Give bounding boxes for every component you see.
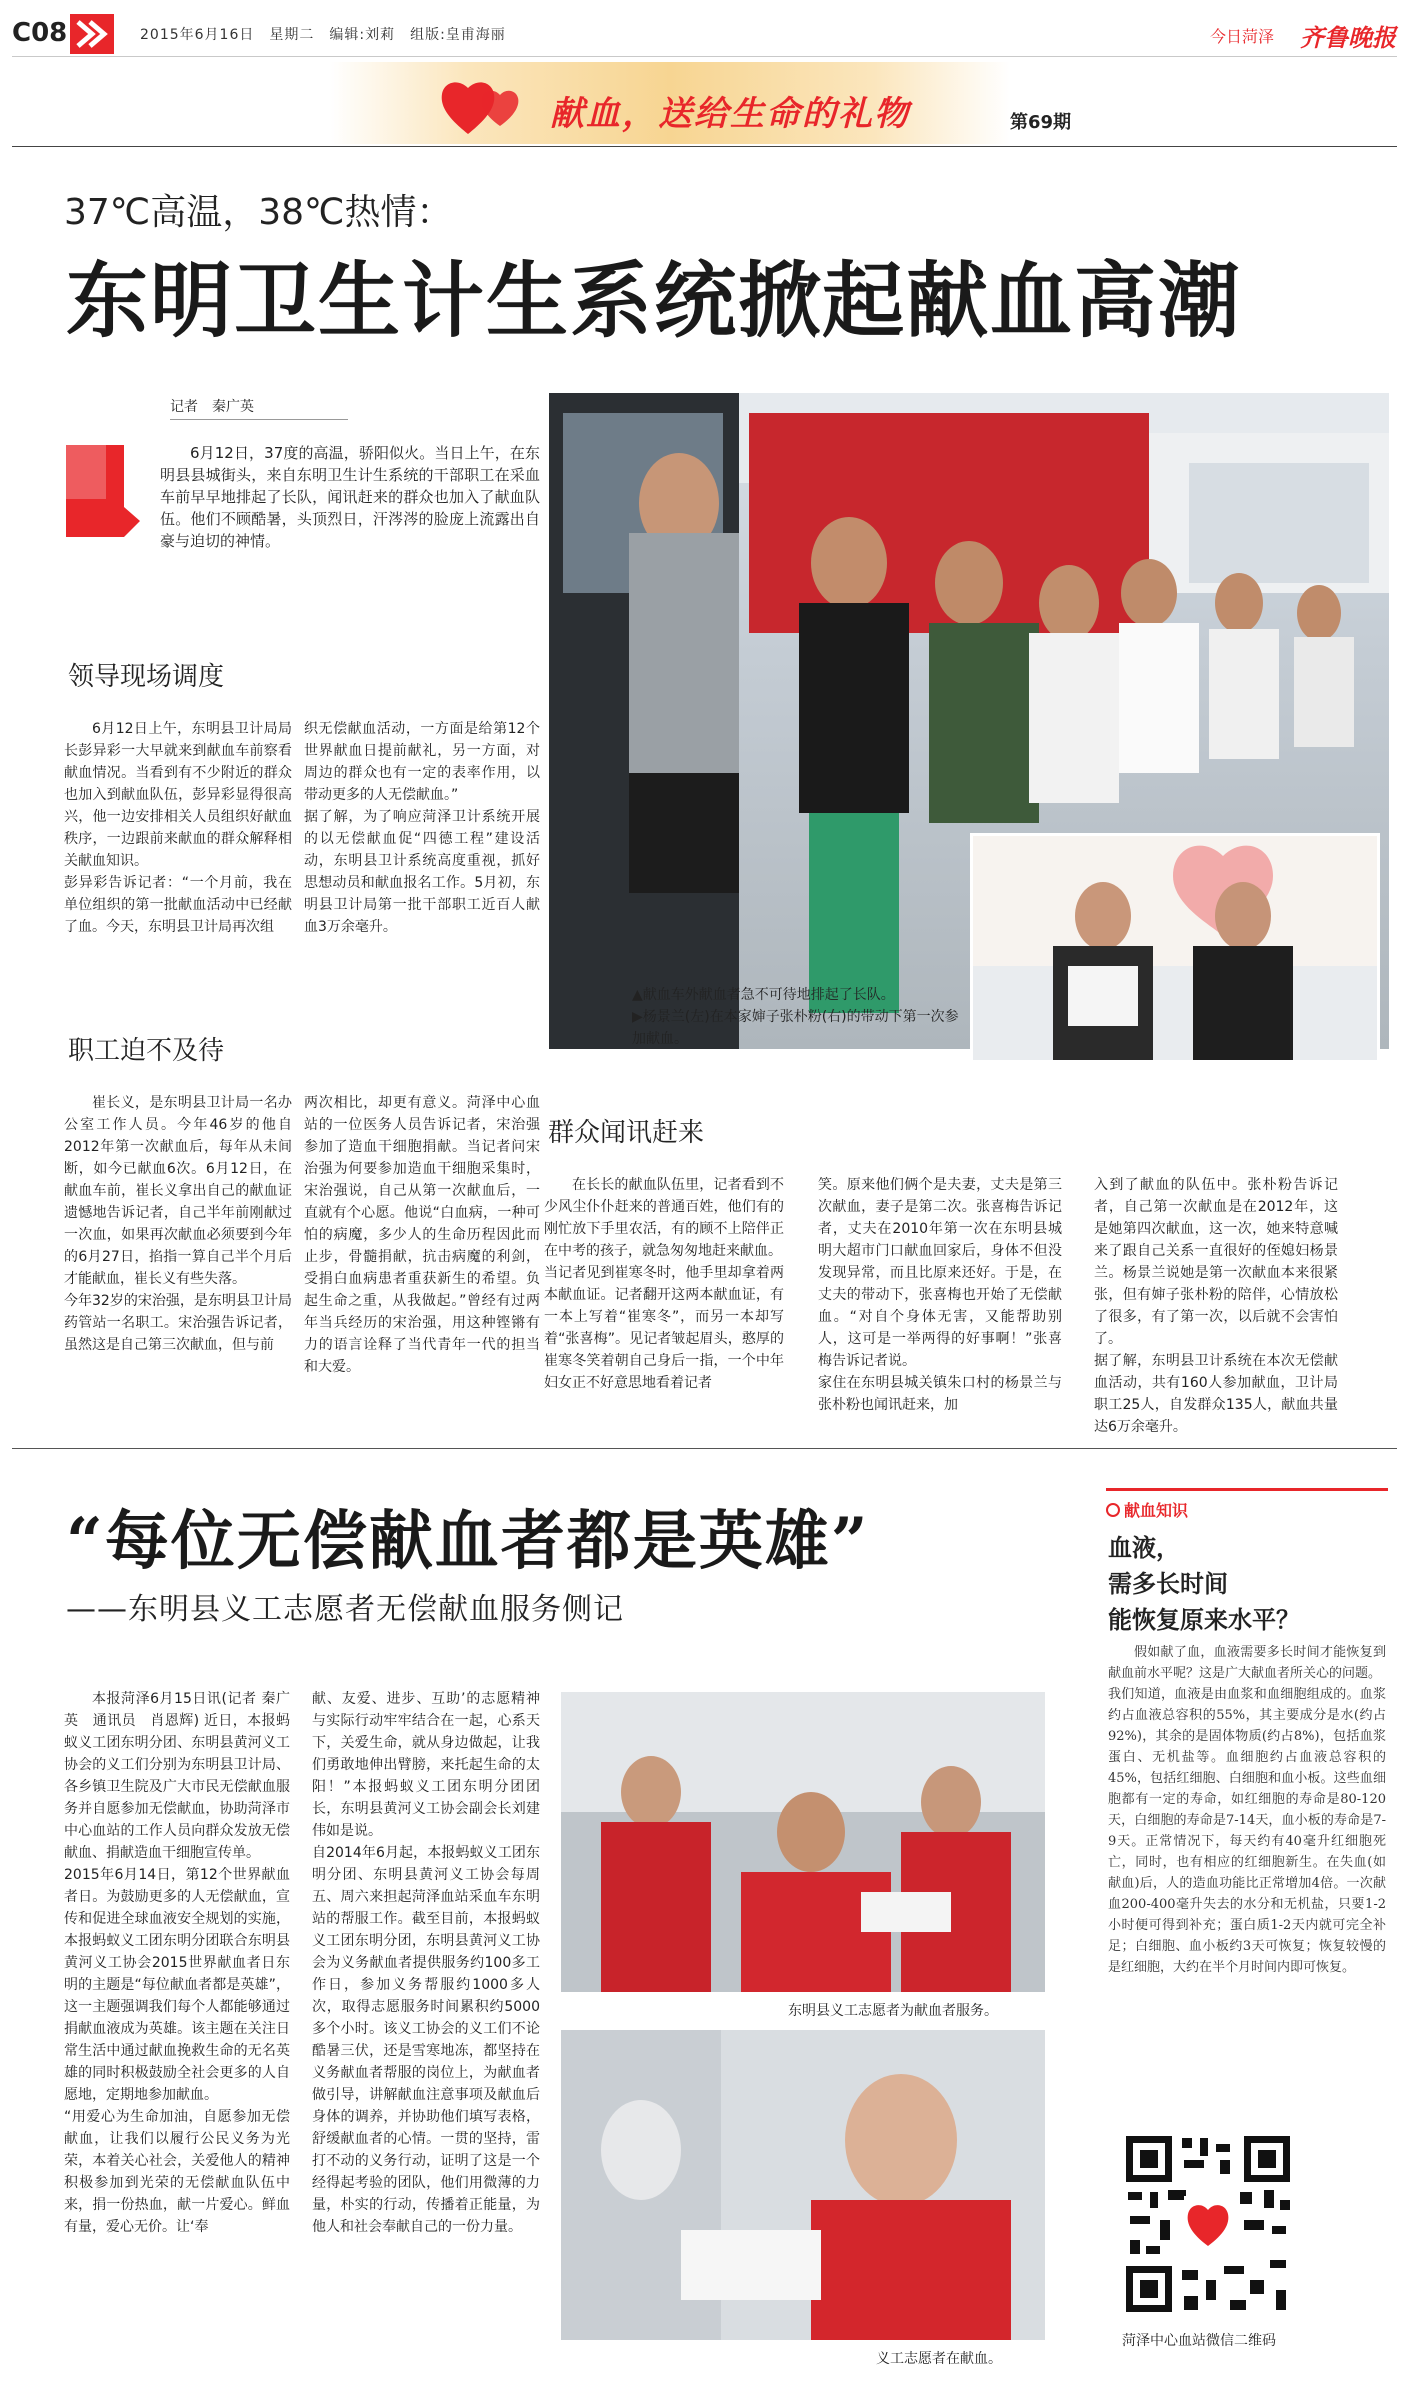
body-col4: 笑。原来他们俩个是夫妻，丈夫是第三次献血，妻子是第二次。张喜梅告诉记者，丈夫在2010年第一次在东明县城明大超市门口献血回家后，身体不但没发现异常，而且比原来还好。于是，在丈夫的带动下，张喜梅也开始了无偿献血。“对自个身体无害，又能帮助别人，这可是一举两得的好事啊！”张喜梅告诉记者说。 家住在东明县城关镇朱口村的杨景兰与张朴粉也闻讯赶来，加	[818, 1177, 1062, 1413]
body-col2-top: 织无偿献血活动，一方面是给第12个世界献血日提前献礼，另一方面，对周边的群众也有一定的表率作用，以带动更多的人无偿献血。” 据了解，为了响应菏泽卫计系统开展的以无偿献血促“四德工程”建设活动，东明县卫计系统高度重视，抓好思想动员和献血报名工作。5月初，东明县卫计局第一批干部职工近百人献血3万余毫升。	[304, 721, 540, 935]
section-divider	[12, 1448, 1397, 1449]
sidebar-title-line3: 能恢复原来水平？	[1108, 1606, 1300, 1634]
edition-name: 今日菏泽	[1210, 27, 1275, 46]
caption-queue: ▲献血车外献血者急不可待地排起了长队。	[632, 987, 895, 1003]
body-col5: 入到了献血的队伍中。张朴粉告诉记者，自己第一次献血是在2012年，这是她第四次献血，这一次，她来特意喊来了跟自己关系一直很好的侄媳妇杨景兰。杨景兰说她是第一次献血本来很紧张，但有婶子张朴粉的陪伴，心情放松了很多，有了第一次，以后就不会害怕了。 据了解，东明县卫计系统在本次无偿献血活动，共有160人参加献血，卫计局职工25人，自发群众135人，献血共量达6万余毫升。	[1094, 1177, 1338, 1435]
page-number: C08	[12, 18, 68, 48]
subhead-volunteers: ——东明县义工志愿者无偿献血服务侧记	[66, 1592, 624, 1627]
issue-number: 第69期	[1010, 112, 1072, 133]
caption-service: 东明县义工志愿者为献血者服务。	[788, 2003, 998, 2019]
body-col1-bottom: 崔长义，是东明县卫计局一名办公室工作人员。今年46岁的他自2012年第一次献血后，每年从未间断，如今已献血6次。6月12日，在献血车前，崔长义拿出自己的献血证遗憾地告诉记者，自己半年前刚献过一次血，如果再次献血必须要到今年的6月27日，掐指一算自己半个月后才能献血，崔长义有些失落。 今年32岁的宋治强，是东明县卫计局药管站一名职工。宋治强告诉记者，虽然这是自己第三次献血，但与前	[64, 1095, 292, 1353]
sidebar-title	[1108, 1530, 1300, 1638]
headline-volunteers: “每位无偿献血者都是英雄”	[66, 1504, 870, 1579]
byline: 记者 秦广英	[170, 399, 254, 415]
photo-volunteer-donating	[561, 2030, 1045, 2340]
drop-icon	[1106, 1503, 1120, 1517]
brand-logo: 齐鲁晚报	[1300, 23, 1396, 52]
byline-rule	[170, 419, 348, 420]
volunteer-col1: 本报菏泽6月15日讯(记者 秦广英 通讯员 肖恩辉) 近日，本报蚂蚁义工团东明分团、东明县黄河义工协会的义工们分别为东明县卫计局、各乡镇卫生院及广大市民无偿献血服务并自愿参加无偿献血，协助菏泽市中心血站的工作人员向群众发放无偿献血、捐献造血干细胞宣传单。 2015年6月14日，第12个世界献血者日。为鼓励更多的人无偿献血，宣传和促进全球血液安全规划的实施，本报蚂蚁义工团东明分团联合东明县黄河义工协会2015世界献血者日东明的主题是“每位献血者都是英雄”，这一主题强调我们每个人都能够通过捐献血液成为英雄。该主题在关注日常生活中通过献血挽救生命的无名英雄的同时积极鼓励全社会更多的人自愿地，定期地参加献血。 “用爱心为生命加油，自愿参加无偿献血，让我们以履行公民义务为光荣，本着关心社会，关爱他人的精神积极参加到光荣的无偿献血队伍中来，捐一份热血，献一片爱心。鲜血有量，爱心无价。让‘奉	[64, 1691, 290, 2235]
qr-caption: 菏泽中心血站微信二维码	[1122, 2333, 1276, 2349]
date-line: 2015年6月16日 星期二 编辑:刘莉 组版:皇甫海丽	[140, 27, 506, 43]
lead-marker	[66, 445, 140, 541]
heart-icon	[438, 72, 528, 144]
sidebar-tag	[1106, 1498, 1188, 1521]
banner-title: 献血，送给生命的礼物	[550, 94, 910, 134]
caption-women: ▶杨景兰(左)在本家婶子张朴粉(右)的带动下第一次参加献血。	[632, 1009, 959, 1047]
subhead-public: 群众闻讯赶来	[548, 1118, 705, 1148]
volunteer-col2: 献、友爱、进步、互助’的志愿精神与实际行动牢牢结合在一起，心系天下，关爱生命，就从身边做起，让我们勇敢地伸出臂膀，来托起生命的太阳！”本报蚂蚁义工团东明分团团长，东明县黄河义工协会副会长刘建伟如是说。 自2014年6月起，本报蚂蚁义工团东明分团、东明县黄河义工协会每周五、周六来担起菏泽血站采血车东明站的帮服工作。截至目前，本报蚂蚁义工团东明分团，东明县黄河义工协会为义务献血者提供服务约100多工作日，参加义务帮服约1000多人次，取得志愿服务时间累积约5000多个小时。该义工协会的义工们不论酷暑三伏，还是雪寒地冻，都坚持在义务献血者帮服的岗位上，为献血者做引导，讲解献血注意事项及献血后身体的调养，并协助他们填写表格，舒缓献血者的心情。一贯的坚持，雷打不动的义务行动，证明了这是一个经得起考验的团队，他们用微薄的力量，朴实的行动，传播着正能量，为他人和社会奉献自己的一份力量。	[312, 1691, 540, 2235]
caption-donating: 义工志愿者在献血。	[876, 2351, 1002, 2367]
banner-divider	[12, 146, 1397, 147]
photo-volunteers-service	[561, 1692, 1045, 1992]
header-divider	[12, 56, 1397, 57]
sidebar-tag-label: 献血知识	[1124, 1501, 1189, 1520]
body-col1-top: 6月12日上午，东明县卫计局局长彭异彩一大早就来到献血车前察看献血情况。当看到有不少附近的群众也加入到献血队伍，彭异彩显得很高兴，他一边安排相关人员组织好献血秩序，一边跟前来献血的群众解释相关献血知识。 彭异彩告诉记者：“一个月前，我在单位组织的第一批献血活动中已经献了血。今天，东明县卫计局再次组	[64, 721, 292, 935]
subhead-staff: 职工迫不及待	[68, 1036, 225, 1066]
subhead-leadership: 领导现场调度	[68, 662, 225, 692]
photo-two-women	[970, 833, 1380, 1063]
kicker: 37℃高温，38℃热情：	[64, 192, 453, 233]
body-col3: 在长长的献血队伍里，记者看到不少风尘仆仆赶来的普通百姓，他们有的刚忙放下手里农活，有的顾不上陪伴正在中考的孩子，就急匆匆地赶来献血。 当记者见到崔寒冬时，他手里却拿着两本献血证。记者翻开这两本献血证，有一本上写着“崔寒冬”，而另一本却写着“张喜梅”。见记者皱起眉头，憨厚的崔寒冬笑着朝自己身后一指，一个中年妇女正不好意思地看着记者	[544, 1177, 784, 1391]
qr-code[interactable]	[1120, 2130, 1296, 2318]
page-arrow-icon	[70, 14, 114, 54]
lead-paragraph: 6月12日，37度的高温，骄阳似火。当日上午，在东明县县城街头，来自东明卫生计生系统的干部职工在采血车前早早地排起了长队，闻讯赶来的群众也加入了献血队伍。他们不顾酷暑，头顶烈日，汗涔涔的脸庞上流露出自豪与迫切的神情。	[160, 444, 540, 550]
sidebar-title-line1: 血液，	[1108, 1534, 1180, 1562]
body-col2-bottom: 两次相比，却更有意义。菏泽中心血站的一位医务人员告诉记者，宋治强参加了造血干细胞捐献。当记者问宋治强为何要参加造血干细胞采集时，宋治强说，自己从第一次献血后，一直就有个心愿。他说“白血病，一种可怕的病魔，多少人的生命历程因此而止步，骨髓捐献，抗击病魔的利剑，受捐白血病患者重获新生的希望。负起生命之重，从我做起。”曾经有过两年当兵经历的宋治强，用这种铿锵有力的语言诠释了当代青年一代的担当和大爱。	[304, 1095, 540, 1375]
sidebar-rule	[1106, 1488, 1388, 1491]
headline: 东明卫生计生系统掀起献血高潮	[66, 253, 1243, 349]
sidebar-title-line2: 需多长时间	[1108, 1570, 1228, 1598]
sidebar-body: 假如献了血，血液需要多长时间才能恢复到献血前水平呢？这是广大献血者所关心的问题。 我们知道，血液是由血浆和血细胞组成的。血浆约占血液总容积的55%，其主要成分是水(约占92%)，其余的是固体物质(约占8%)，包括血浆蛋白、无机盐等。血细胞约占血液总容积的45%，包括红细胞、白细胞和血小板。这些血细胞都有一定的寿命，如红细胞的寿命是80-120天，白细胞的寿命是7-14天，血小板的寿命是7-9天。正常情况下，每天约有40毫升红细胞死亡，同时，也有相应的红细胞新生。在失血(如献血)后，人的造血功能比正常增加4倍。一次献血200-400毫升失去的水分和无机盐，只要1-2小时便可得到补充；蛋白质1-2天内就可完全补足；白细胞、血小板约3天可恢复；恢复较慢的是红细胞，大约在半个月时间内即可恢复。	[1108, 1645, 1386, 1975]
